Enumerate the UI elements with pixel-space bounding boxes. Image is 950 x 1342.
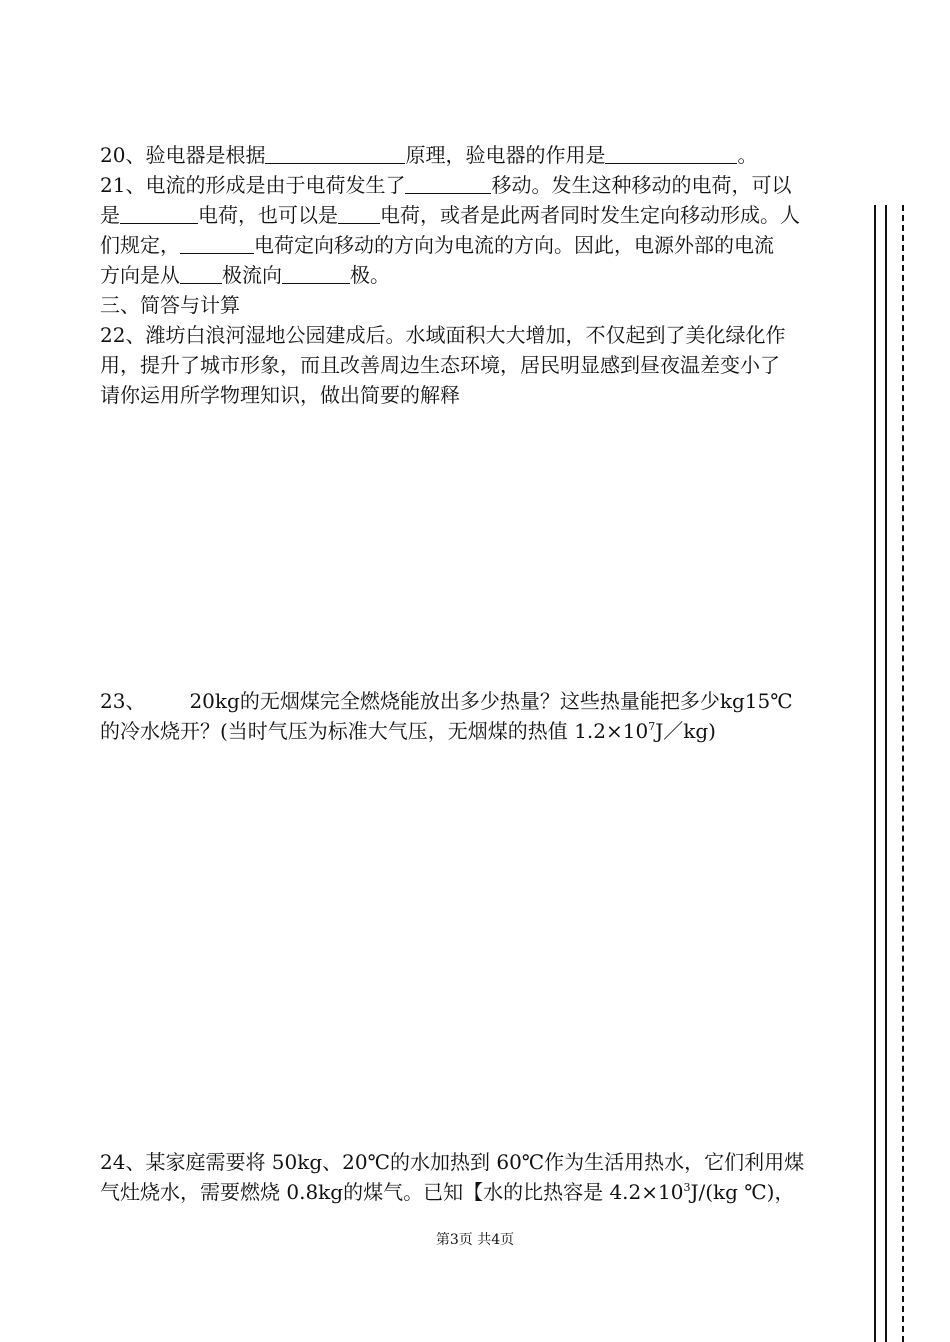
answer-blank[interactable] <box>120 203 198 224</box>
q24-text: 气灶烧水，需要燃烧 0.8kg的煤气。已知【水的比热容是 4.2×10 <box>100 1180 684 1204</box>
q23-text: 的冷水烧开？(当时气压为标准大气压，无烟煤的热值 1.2×10 <box>100 719 649 743</box>
q21-text: 电荷，或者是此两者同时发生定向移动形成。人 <box>380 203 800 227</box>
question-24-line-1: 24、某家庭需要将 50kg、20℃的水加热到 60℃作为生活用热水，它们利用煤 <box>100 1150 805 1174</box>
answer-blank[interactable] <box>265 143 405 164</box>
q21-text: 极流向 <box>222 263 282 287</box>
q23-text: J／kg) <box>655 719 716 743</box>
q21-text: 21、电流的形成是由于电荷发生了 <box>100 173 406 197</box>
answer-blank[interactable] <box>405 173 491 194</box>
superscript: 7 <box>648 720 656 733</box>
q21-text: 移动。发生这种移动的电荷，可以 <box>491 173 792 197</box>
q21-text: 电荷定向移动的方向为电流的方向。因此，电源外部的电流 <box>254 233 774 257</box>
question-23-line-1 <box>100 686 840 716</box>
question-23 <box>100 686 840 746</box>
questions-block <box>100 140 830 410</box>
q21-text: 方向是从 <box>100 263 180 287</box>
question-22-line-2: 用，提升了城市形象，而且改善周边生态环境，居民明显感到昼夜温差变小了 <box>100 353 780 377</box>
q20-text-2: 原理，验电器的作用是 <box>405 143 606 167</box>
question-21-line-3 <box>100 230 830 260</box>
question-21-line-2 <box>100 200 830 230</box>
question-23-line-2 <box>100 716 840 746</box>
binding-line <box>874 205 876 1342</box>
q21-text: 是 <box>100 203 120 227</box>
question-22-line-3: 请你运用所学物理知识，做出简要的解释 <box>100 383 460 407</box>
question-24-line-2 <box>100 1177 840 1207</box>
question-22-line-1: 22、潍坊白浪河湿地公园建成后。水域面积大大增加，不仅起到了美化绿化作 <box>100 323 786 347</box>
answer-blank[interactable] <box>605 143 737 164</box>
q23-text: 20kg的无烟煤完全燃烧能放出多少热量？这些热量能把多少kg15℃ <box>189 689 793 713</box>
q20-text-1: 20、验电器是根据 <box>100 143 266 167</box>
q21-text: 极。 <box>350 263 390 287</box>
q21-text: 们规定， <box>100 233 180 257</box>
page-footer: 第3页 共4页 <box>435 1232 515 1248</box>
q23-number: 23、 <box>100 689 146 713</box>
answer-blank[interactable] <box>282 263 350 284</box>
question-20 <box>100 140 830 170</box>
answer-blank[interactable] <box>338 203 380 224</box>
binding-line <box>885 205 887 1342</box>
question-21-line-1 <box>100 170 830 200</box>
q21-text: 电荷，也可以是 <box>198 203 338 227</box>
binding-dashed-line <box>902 205 904 1342</box>
q20-text-3: 。 <box>737 143 758 167</box>
q24-text: J/(kg ℃)， <box>690 1180 795 1204</box>
question-24 <box>100 1147 840 1207</box>
question-21-line-4 <box>100 260 830 290</box>
superscript: 3 <box>683 1181 691 1194</box>
section-heading: 三、简答与计算 <box>100 293 240 317</box>
answer-blank[interactable] <box>180 233 254 254</box>
answer-blank[interactable] <box>180 263 222 284</box>
